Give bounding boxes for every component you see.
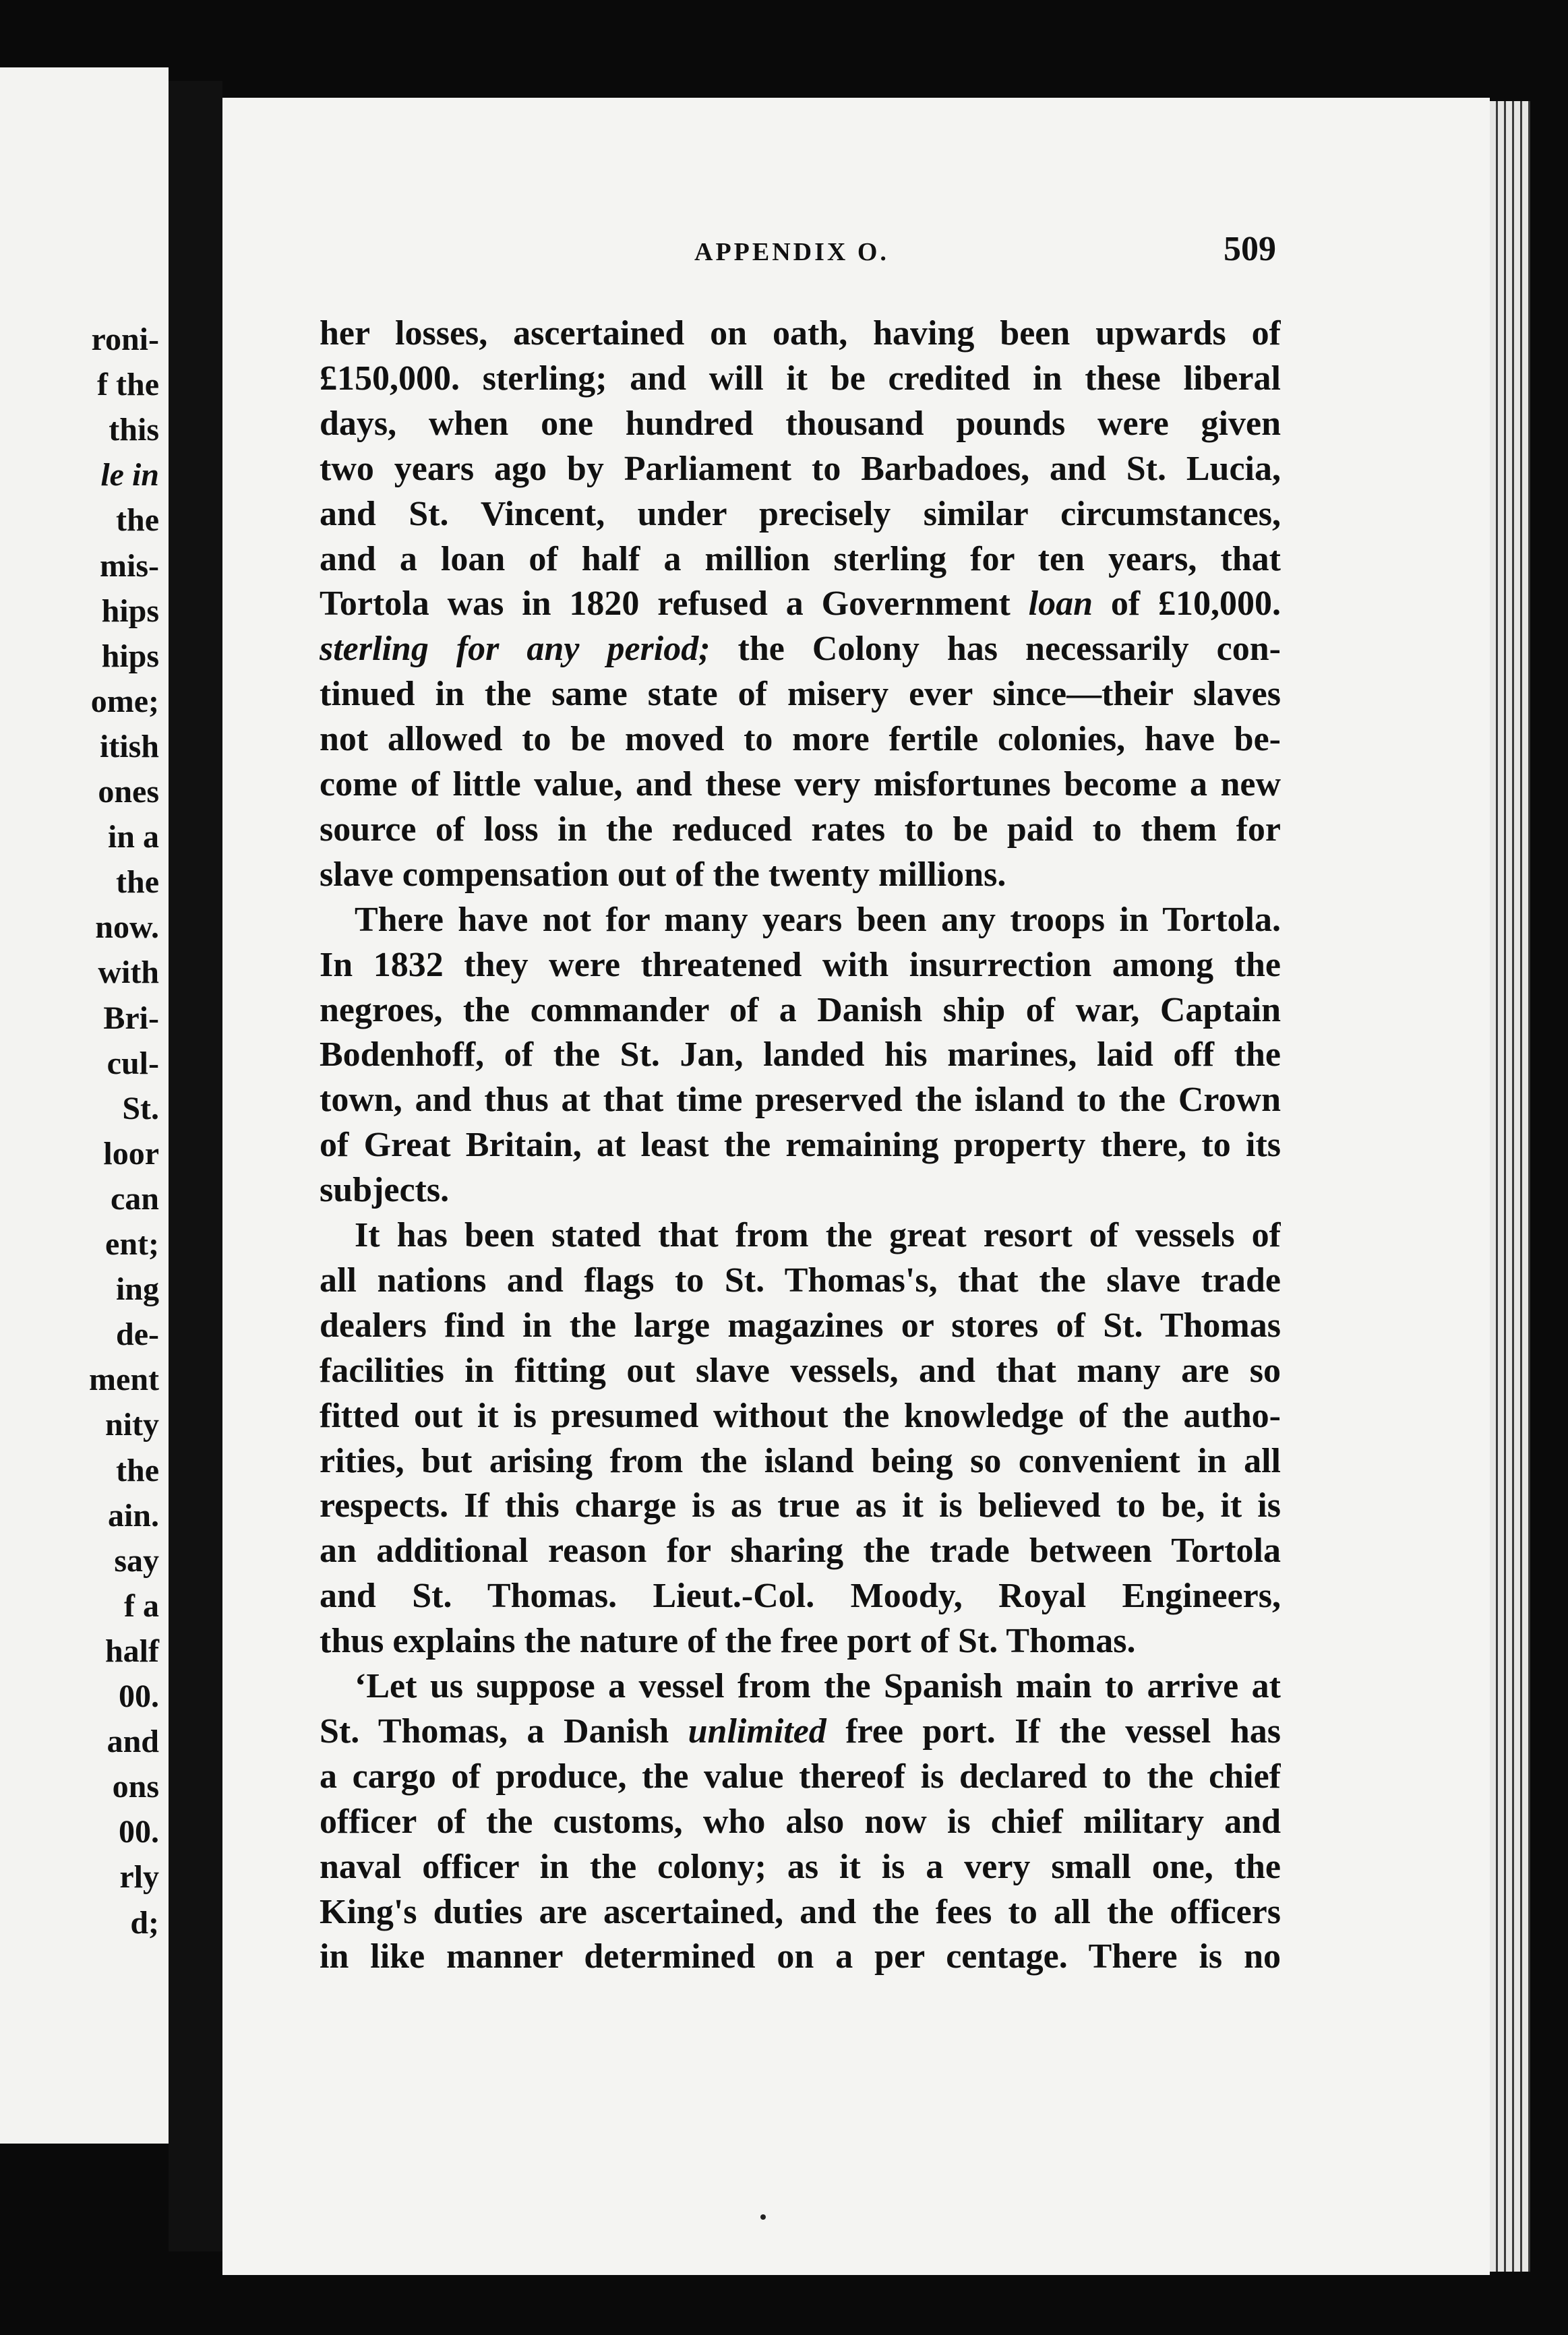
text-line (320, 1935, 1281, 1979)
text-line (320, 1394, 1281, 1438)
facing-page-line: rly (119, 1859, 159, 1896)
facing-page-line: f a (124, 1587, 159, 1624)
text-line (320, 1439, 1281, 1484)
text-span: respects. If this charge is as true as it is believed to be, it is (320, 1486, 1281, 1525)
text-line (320, 1574, 1281, 1618)
facing-page-line: half (104, 1633, 159, 1669)
facing-page-line: 00. (119, 1814, 159, 1850)
facing-page-line: hips (101, 593, 159, 629)
text-line (320, 447, 1281, 491)
text-span: dealers find in the large magazines or stores of St. Thomas (320, 1306, 1281, 1345)
text-span: Bodenhoff, of the St. Jan, landed his marines, laid off the (320, 1035, 1281, 1074)
facing-page-line: Bri- (103, 1000, 159, 1036)
text-line (320, 1168, 1281, 1213)
text-line (320, 898, 1281, 942)
text-line (320, 853, 1281, 897)
text-line (320, 1800, 1281, 1844)
text-span: £150,000. sterling; and will it be credited in these liberal (320, 359, 1281, 398)
text-line (320, 1664, 1281, 1709)
text-line (320, 988, 1281, 1033)
facing-page-line: f the (97, 367, 159, 403)
text-line (320, 402, 1281, 446)
text-line (320, 1259, 1281, 1303)
facing-page-line: hips (101, 638, 159, 674)
facing-page-line: cul- (107, 1045, 159, 1081)
text-span: two years ago by Parliament to Barbadoes, and St. Lucia, (320, 449, 1281, 488)
facing-page-line: ons (112, 1769, 159, 1805)
facing-page-line: the (116, 502, 159, 539)
text-line (320, 492, 1281, 537)
text-span: officer of the customs, who also now is chief military and (320, 1802, 1281, 1841)
facing-page-line: ing (115, 1271, 159, 1308)
text-span: ‘Let us suppose a vessel from the Spanish main to arrive at (355, 1667, 1281, 1705)
text-line (320, 1755, 1281, 1799)
facing-page-line: and (107, 1724, 159, 1760)
text-span: the Colony has necessarily con- (710, 630, 1281, 669)
page-mark (760, 2214, 766, 2220)
book-gutter (169, 81, 222, 2251)
text-span: and St. Thomas. Lieut.-Col. Moody, Royal Engineers, (320, 1577, 1281, 1616)
facing-page (0, 67, 169, 2144)
facing-page-line: ent; (105, 1226, 159, 1262)
italic-text: unlimited (688, 1711, 826, 1751)
facing-page-line: de- (116, 1316, 159, 1353)
text-line (320, 1033, 1281, 1077)
text-span: in like manner determined on a per centage. There is no (320, 1937, 1281, 1976)
text-line (320, 672, 1281, 717)
text-line (320, 1890, 1281, 1935)
text-line (320, 1529, 1281, 1573)
facing-page-line: ain. (107, 1497, 159, 1534)
text-span: King's duties are ascertained, and the fees to all the officers (320, 1892, 1281, 1931)
facing-page-line: loor (103, 1135, 159, 1172)
text-line (320, 582, 1281, 626)
text-span: her losses, ascertained on oath, having been upwards of (320, 314, 1281, 353)
facing-page-line: mis- (100, 547, 159, 584)
text-span: not allowed to be moved to more fertile colonies, have be- (320, 720, 1281, 759)
facing-page-line: St. (122, 1090, 159, 1126)
text-span: days, when one hundred thousand pounds were given (320, 404, 1281, 443)
text-span: rities, but arising from the island being so convenient in all (320, 1441, 1281, 1480)
text-line (320, 1078, 1281, 1122)
facing-page-line: the (116, 864, 159, 901)
text-span: all nations and flags to St. Thomas's, that the slave trade (320, 1261, 1281, 1300)
text-span: and St. Vincent, under precisely similar circumstances, (320, 494, 1281, 533)
text-span: and a loan of half a million sterling for ten years, that (320, 539, 1281, 578)
text-line (320, 1123, 1281, 1168)
text-line (320, 1213, 1281, 1258)
text-span: naval officer in the colony; as it is a very small one, the (320, 1847, 1281, 1886)
text-line (320, 762, 1281, 807)
text-span: an additional reason for sharing the trade between Tortola (320, 1532, 1281, 1571)
facing-page-line: nity (104, 1407, 159, 1443)
facing-page-line: ome; (90, 683, 159, 719)
running-head: APPENDIX O. (694, 238, 889, 266)
text-line (320, 537, 1281, 582)
text-line (320, 311, 1281, 356)
text-line (320, 943, 1281, 988)
facing-page-line: the (116, 1452, 159, 1488)
text-span: of Great Britain, at least the remaining property there, to its (320, 1126, 1281, 1165)
text-span: Tortola was in 1820 refused a Government (320, 584, 1029, 624)
text-span: a cargo of produce, the value thereof is declared to the chief (320, 1757, 1281, 1796)
text-line (320, 1304, 1281, 1348)
facing-page-line: can (111, 1180, 159, 1217)
text-span: slave compensation out of the twenty millions. (320, 855, 1006, 894)
text-span: come of little value, and these very misfortunes become a new (320, 765, 1281, 803)
text-line (320, 1709, 1281, 1754)
facing-page-line: ment (89, 1362, 159, 1398)
facing-page-line: in a (107, 819, 159, 855)
text-span: thus explains the nature of the free port of St. Thomas. (320, 1622, 1136, 1661)
text-line (320, 1619, 1281, 1664)
page-edges (1490, 101, 1530, 2272)
text-span: town, and thus at that time preserved the island to the Crown (320, 1081, 1281, 1120)
text-span: tinued in the same state of misery ever since—their slaves (320, 675, 1281, 714)
page-number: 509 (1224, 230, 1276, 268)
italic-text: loan (1028, 584, 1093, 624)
text-line (320, 1349, 1281, 1393)
text-span: source of loss in the reduced rates to be paid to them for (320, 810, 1281, 849)
text-span: subjects. (320, 1171, 450, 1210)
text-span: fitted out it is presumed without the knowledge of the autho- (320, 1396, 1281, 1435)
facing-page-line: roni- (91, 322, 159, 357)
facing-page-line: with (98, 954, 159, 991)
text-line (320, 1484, 1281, 1528)
facing-page-line: itish (99, 728, 159, 764)
text-span: facilities in fitting out slave vessels, and that many are so (320, 1351, 1281, 1390)
facing-page-line: ones (98, 774, 159, 810)
text-line (320, 357, 1281, 401)
text-span: There have not for many years been any troops in Tortola. (355, 900, 1281, 939)
text-span: In 1832 they were threatened with insurrection among the (320, 945, 1281, 984)
facing-page-line: say (114, 1542, 159, 1579)
text-span: St. Thomas, a Danish (320, 1711, 688, 1751)
facing-page-line: d; (130, 1904, 159, 1941)
text-span: of £10,000. (1093, 584, 1281, 624)
facing-page-line: le in (100, 457, 159, 493)
text-line (320, 627, 1281, 671)
text-span: free port. If the vessel has (826, 1711, 1281, 1751)
text-line (320, 717, 1281, 762)
text-line (320, 808, 1281, 852)
facing-page-line: now. (95, 909, 159, 946)
text-span: It has been stated that from the great resort of vessels of (355, 1216, 1281, 1254)
facing-page-line: 00. (119, 1678, 159, 1714)
text-span: negroes, the commander of a Danish ship of war, Captain (320, 990, 1281, 1029)
italic-text: sterling for any period; (320, 630, 711, 669)
text-line (320, 1845, 1281, 1889)
facing-page-line: this (109, 412, 159, 448)
